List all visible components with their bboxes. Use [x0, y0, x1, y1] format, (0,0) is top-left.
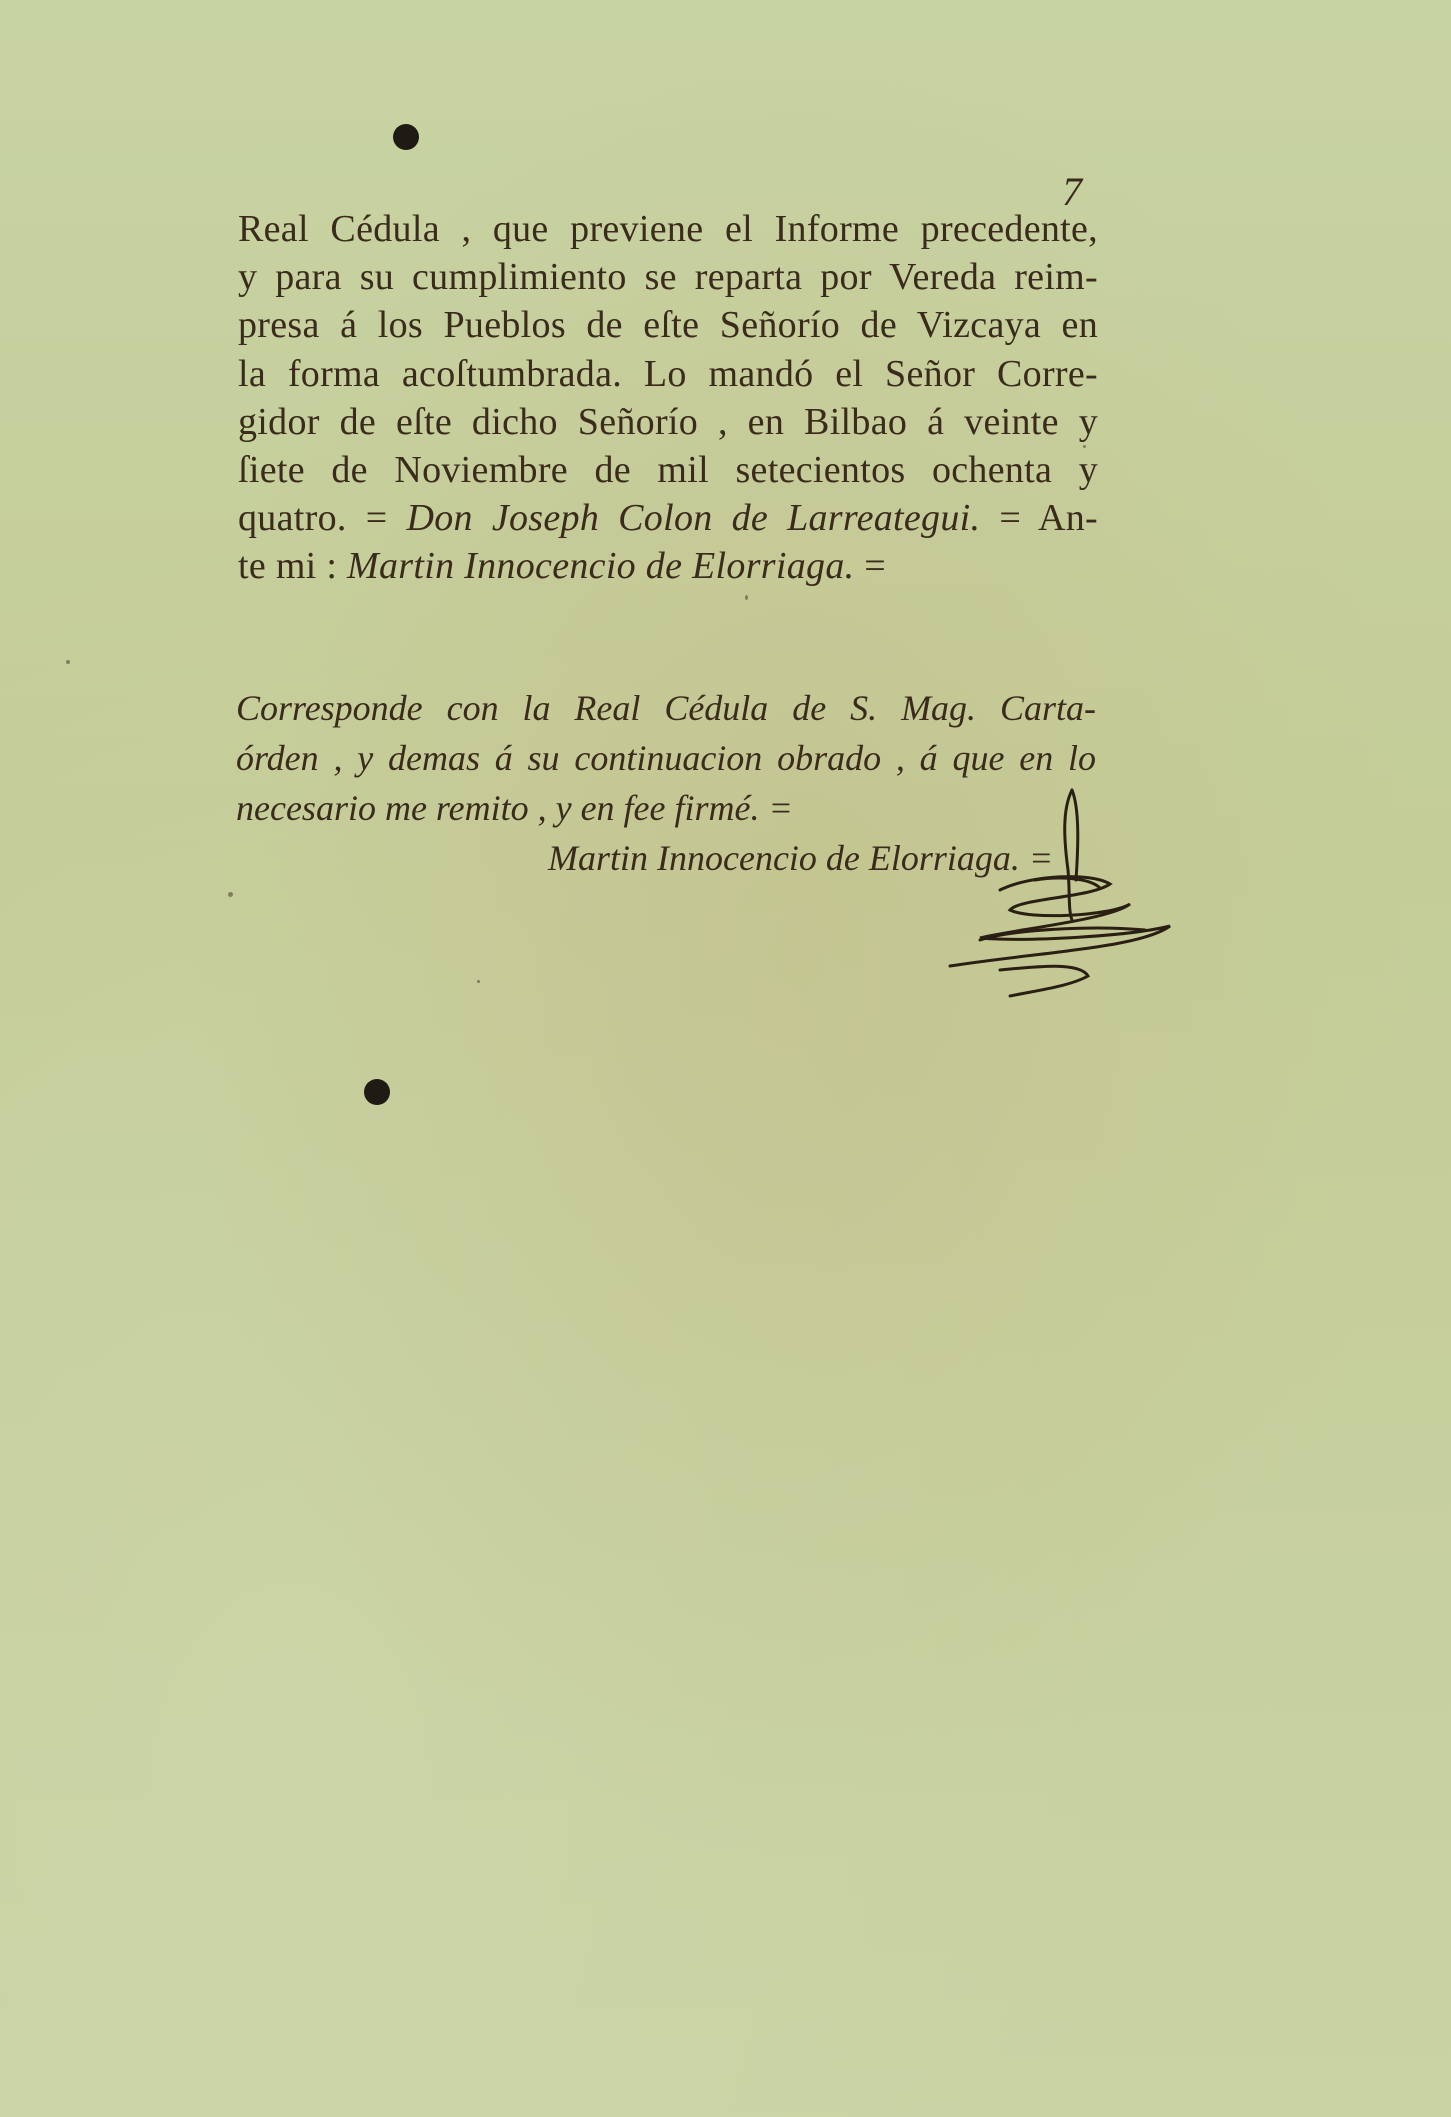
body-line: Real Cédula , que previene el Informe precedente, — [238, 208, 1098, 250]
paper-speck — [1083, 445, 1086, 448]
certification-line: necesario me remito , y en fee firmé. = — [236, 788, 793, 828]
paper-speck — [745, 595, 748, 600]
binding-hole-bottom — [364, 1079, 390, 1105]
handwritten-rubric — [940, 780, 1180, 1020]
binding-hole-top — [393, 124, 419, 150]
body-line: presa á los Pueblos de eſte Señorío de Vizcaya en — [238, 304, 1098, 347]
body-line: ſiete de Noviembre de mil setecientos ochenta y — [238, 449, 1098, 492]
body-line-notary — [238, 542, 1098, 590]
certification-line: Corresponde con la Real Cédula de S. Mag. Carta- — [236, 688, 1096, 728]
body-line-signatory — [238, 494, 1098, 542]
body-line: y para su cumplimiento se reparta por Vereda reim- — [238, 256, 1098, 299]
body-line: gidor de eſte dicho Señorío , en Bilbao á veinte y — [238, 400, 1098, 443]
notary-name: Martin Innocencio de Elorriaga. — [347, 545, 855, 588]
body-line-text: = An- — [999, 497, 1099, 540]
corregidor-name: Don Joseph Colon de Larreategui. — [406, 497, 981, 540]
body-line-text: te mi : — [238, 545, 338, 588]
body-line: la forma acoſtumbrada. Lo mandó el Señor Corre- — [238, 352, 1098, 395]
page-number: 7 — [1062, 169, 1082, 214]
certification-signer: Martin Innocencio de Elorriaga. = — [548, 838, 1054, 878]
certification-line: órden , y demas á su continuacion obrado , á que en lo — [236, 738, 1096, 778]
body-line-text: quatro. = — [238, 497, 388, 540]
body-line-text: = — [864, 545, 886, 588]
paper-speck — [477, 980, 480, 983]
paper-speck — [66, 660, 70, 664]
decree-body — [238, 205, 1098, 591]
paper-speck — [228, 892, 233, 897]
